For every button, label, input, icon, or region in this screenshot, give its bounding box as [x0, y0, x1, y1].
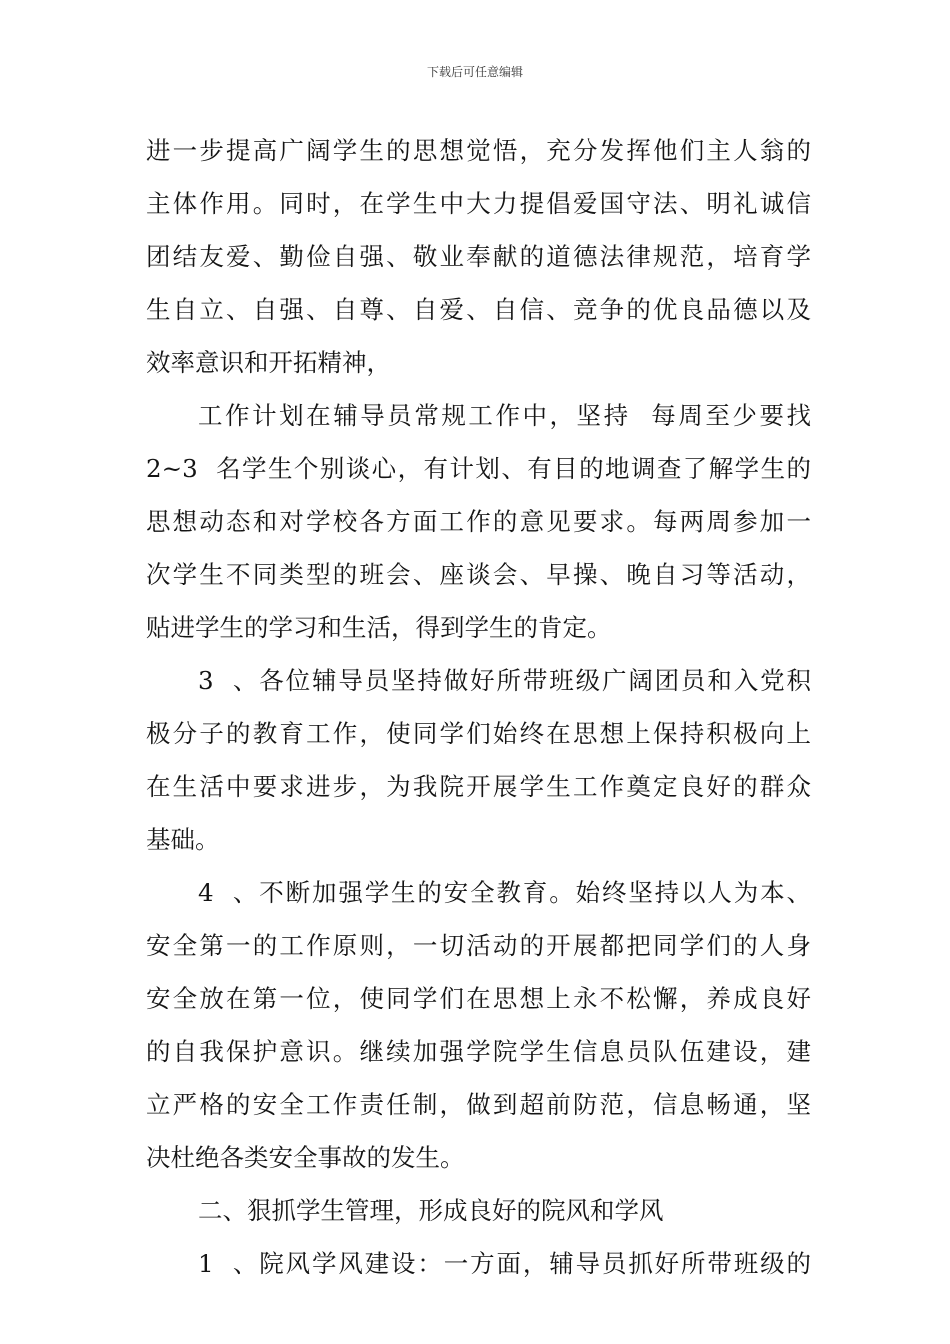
- text-line: 贴进学生的学习和生活，得到学生的肯定。: [146, 613, 612, 642]
- text-line: 在生活中要求进步，为我院开展学生工作奠定良好的群众: [146, 772, 811, 801]
- text-line: 3 、各位辅导员坚持做好所带班级广阔团员和入党积: [198, 666, 811, 695]
- text-line: 进一步提高广阔学生的思想觉悟，充分发挥他们主人翁的: [146, 136, 811, 165]
- text-line: 决杜绝各类安全事故的发生。: [146, 1143, 465, 1172]
- text-line: 立严格的安全工作责任制，做到超前防范，信息畅通，坚: [146, 1090, 811, 1119]
- text-line: 团结友爱、勤俭自强、敬业奉献的道德法律规范，培育学: [146, 242, 811, 271]
- text-line: 极分子的教育工作，使同学们始终在思想上保持积极向上: [146, 719, 811, 748]
- text-line: 安全第一的工作原则，一切活动的开展都把同学们的人身: [146, 931, 811, 960]
- text-line: 2~3 名学生个别谈心，有计划、有目的地调查了解学生的: [146, 454, 811, 483]
- section-heading: 二、狠抓学生管理，形成良好的院风和学风: [198, 1196, 664, 1225]
- text-line: 基础。: [146, 825, 220, 854]
- page-header: 下载后可任意编辑: [426, 65, 523, 79]
- document-body: [146, 124, 811, 1290]
- text-line: 效率意识和开拓精神，: [146, 348, 391, 377]
- text-line: 主体作用。同时，在学生中大力提倡爱国守法、明礼诚信: [146, 189, 811, 218]
- text-line: 思想动态和对学校各方面工作的意见要求。每两周参加一: [146, 507, 811, 536]
- text-line: 的自我保护意识。继续加强学院学生信息员队伍建设，建: [146, 1037, 811, 1066]
- text-line: 生自立、自强、自尊、自爱、自信、竞争的优良品德以及: [146, 295, 811, 324]
- text-line: 工作计划在辅导员常规工作中，坚持 每周至少要找: [198, 401, 811, 430]
- text-line: 1 、院风学风建设：一方面，辅导员抓好所带班级的: [198, 1249, 811, 1278]
- text-line: 4 、不断加强学生的安全教育。始终坚持以人为本、: [198, 878, 811, 907]
- text-line: 安全放在第一位，使同学们在思想上永不松懈，养成良好: [146, 984, 811, 1013]
- text-line: 次学生不同类型的班会、座谈会、早操、晚自习等活动，: [146, 560, 811, 589]
